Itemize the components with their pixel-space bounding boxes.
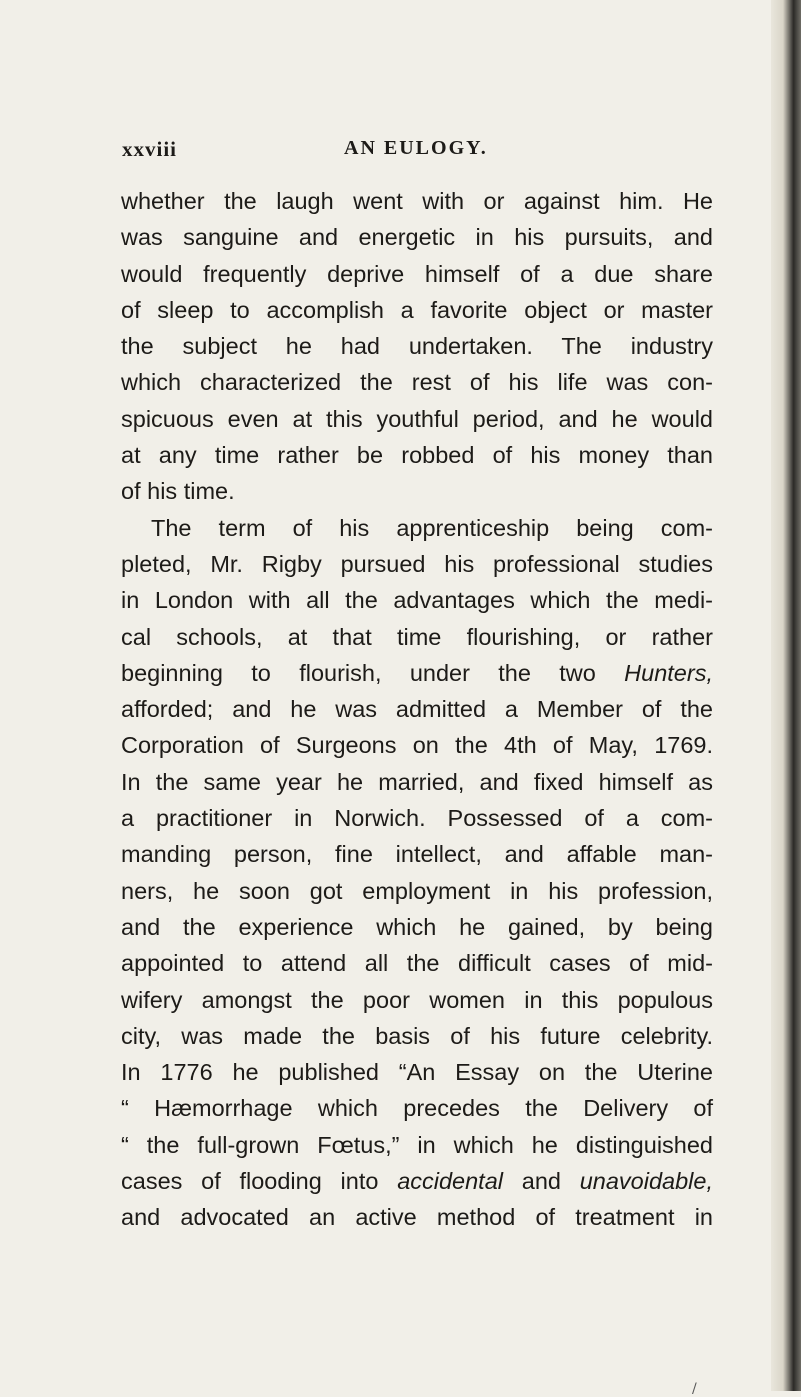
text-line: pleted, Mr. Rigby pursued his professional studies xyxy=(121,550,713,577)
text-line: Corporation of Surgeons on the 4th of May, 1769. xyxy=(121,732,713,759)
text-line: spicuous even at this youthful period, and he would xyxy=(121,405,713,432)
page-edge-shadow xyxy=(771,0,801,1391)
text-line: beginning to flourish, under the two Hunters, xyxy=(121,659,713,686)
text-line: whether the laugh went with or against him. He xyxy=(121,188,713,214)
italic-term: unavoidable, xyxy=(579,1168,713,1195)
text-line: cases of flooding into accidental and unavoidable, xyxy=(121,1168,713,1195)
text-line: of sleep to accomplish a favorite object or master xyxy=(121,296,713,323)
text-line: would frequently deprive himself of a due share xyxy=(121,260,713,287)
paragraph-start-line: The term of his apprenticeship being com- xyxy=(151,514,713,541)
text-line: “ the full-grown Fœtus,” in which he distinguished xyxy=(121,1131,713,1158)
bottom-mark: / xyxy=(692,1381,697,1397)
paragraph-end-line: of his time. xyxy=(121,478,235,505)
text-line: at any time rather be robbed of his money than xyxy=(121,442,713,469)
italic-term: Hunters, xyxy=(624,659,713,686)
text-line: manding person, fine intellect, and affable man- xyxy=(121,841,713,868)
text-line: “ Hæmorrhage which precedes the Delivery of xyxy=(121,1095,713,1122)
page-number: xxviii xyxy=(122,137,178,161)
text-line: In 1776 he published “An Essay on the Uterine xyxy=(121,1059,713,1086)
text-line: the subject he had undertaken. The industry xyxy=(121,333,713,360)
text-line: and advocated an active method of treatment in xyxy=(121,1204,713,1231)
text-line: a practitioner in Norwich. Possessed of a com- xyxy=(121,805,713,832)
text-line: in London with all the advantages which the medi- xyxy=(121,587,713,614)
text-line: was sanguine and energetic in his pursuits, and xyxy=(121,224,713,251)
body-text xyxy=(121,183,713,1236)
text-line: and the experience which he gained, by being xyxy=(121,913,713,940)
text-line: which characterized the rest of his life was con- xyxy=(121,369,713,396)
text-line: In the same year he married, and fixed himself as xyxy=(121,768,713,795)
text-line: appointed to attend all the difficult cases of mid- xyxy=(121,950,713,977)
page-header xyxy=(122,137,712,167)
text-line: afforded; and he was admitted a Member of the xyxy=(121,696,713,723)
italic-term: accidental xyxy=(397,1168,504,1195)
text-line: cal schools, at that time flourishing, or rather xyxy=(121,623,713,650)
running-head: AN EULOGY. xyxy=(344,137,488,159)
text-line: ners, he soon got employment in his profession, xyxy=(121,877,713,904)
text-line: wifery amongst the poor women in this populous xyxy=(121,986,713,1013)
text-line: city, was made the basis of his future celebrity. xyxy=(121,1022,713,1049)
